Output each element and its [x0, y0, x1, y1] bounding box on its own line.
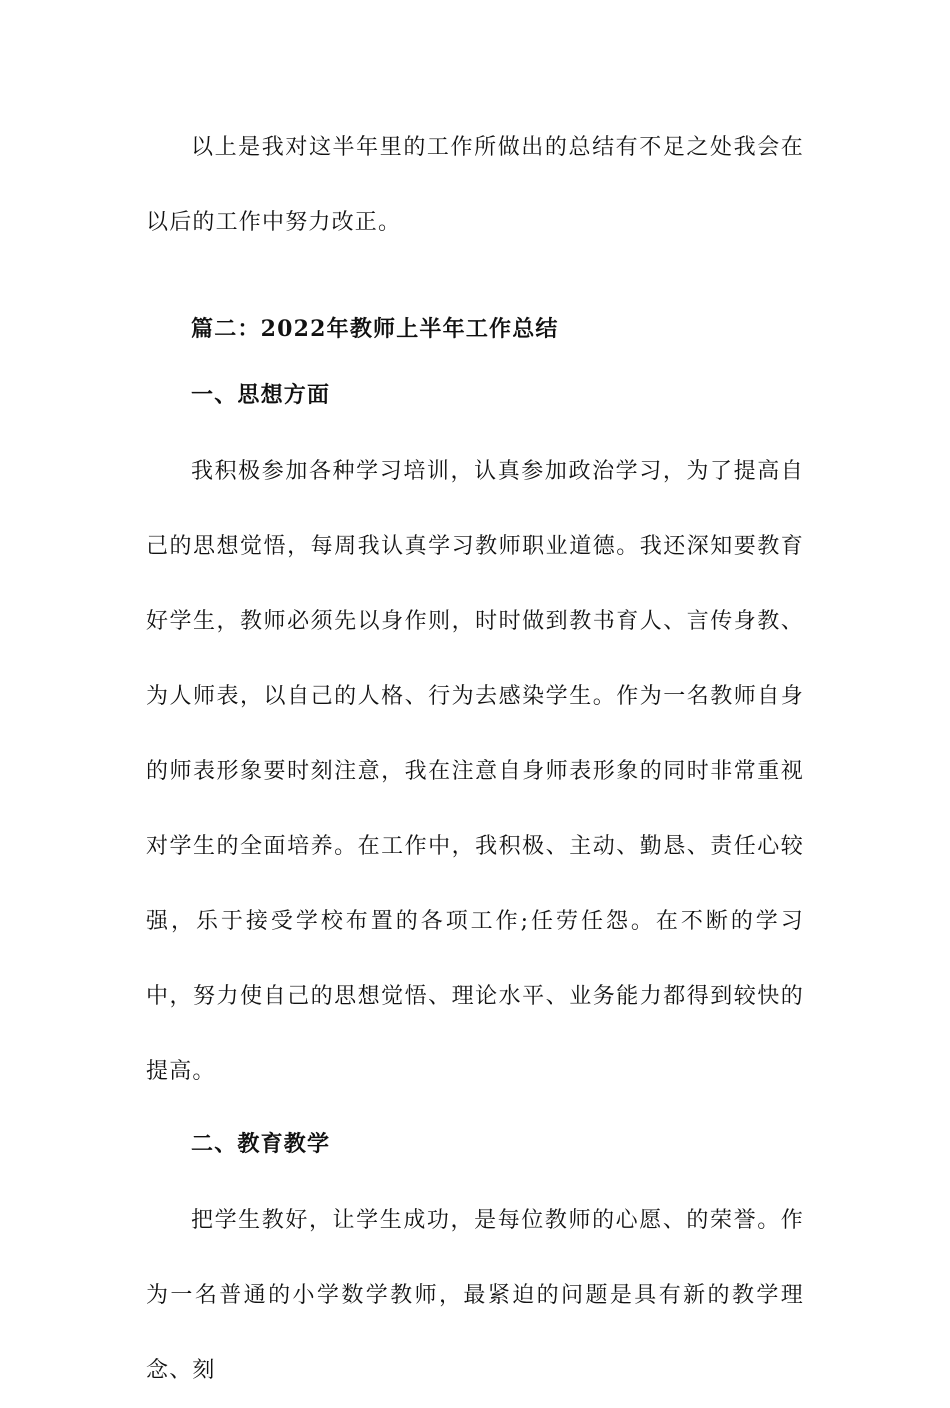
spacer [146, 260, 804, 298]
section-paragraph-teaching: 把学生教好，让学生成功，是每位教师的心愿、的荣誉。作为一名普通的小学数学教师，最紧迫的问题是具有新的教学理念、刻 [146, 1208, 804, 1383]
spacer [146, 1175, 804, 1183]
closing-paragraph: 以上是我对这半年里的工作所做出的总结有不足之处我会在以后的工作中努力改正。 [146, 135, 804, 235]
section-paragraph-thought: 我积极参加各种学习培训，认真参加政治学习，为了提高自己的思想觉悟，每周我认真学习教师职业道德。我还深知要教育好学生，教师必须先以身作则，时时做到教书育人、言传身教、为人师表，以自己的人格、行为去感染学生。作为一名教师自身的师表形象要时刻注意，我在注意自身师表形象的同时非常重视对学生的全面培养。在工作中，我积极、主动、勤恳、责任心较强，乐于接受学校布置的各项工作;任劳任怨。在不断的学习中，努力使自己的思想觉悟、理论水平、业务能力都得到较快的提高。 [146, 459, 804, 1084]
section-heading-teaching: 二、教育教学 [191, 1131, 331, 1157]
article-title: 篇二：2022年教师上半年工作总结 [191, 316, 559, 342]
section-heading-thought: 一、思想方面 [191, 382, 331, 408]
spacer [146, 426, 804, 434]
document-body [146, 110, 804, 1408]
